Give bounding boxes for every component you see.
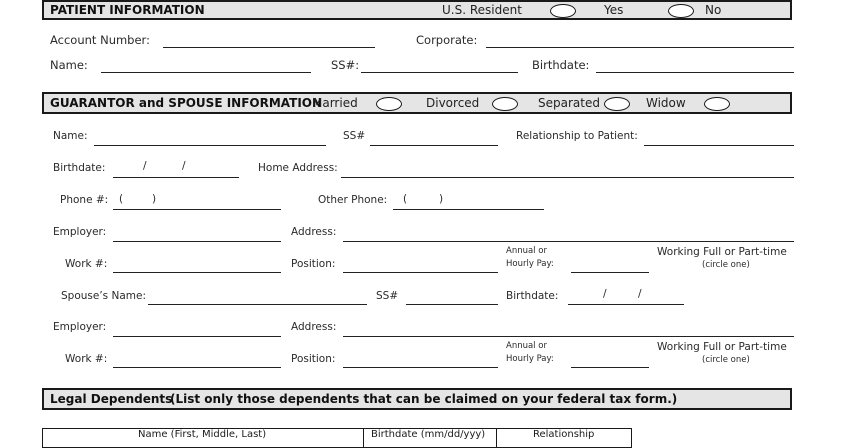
- other-phone-paren-close: ): [439, 193, 444, 205]
- spouse-birthdate-field[interactable]: [568, 304, 684, 305]
- corporate-field[interactable]: [486, 47, 794, 48]
- patient-birthdate-label: Birthdate:: [532, 58, 590, 72]
- married-label: Married: [312, 96, 358, 110]
- spouse-annual-pay-field[interactable]: [571, 367, 649, 368]
- no-label: No: [705, 3, 722, 17]
- col-name-header: Name (First, Middle, Last): [138, 429, 267, 440]
- spouse-circle-one-note: (circle one): [702, 355, 750, 365]
- phone-paren-close: ): [152, 193, 157, 205]
- column-divider: [496, 429, 497, 447]
- annual-pay-field[interactable]: [571, 272, 649, 273]
- section-title: PATIENT INFORMATION: [50, 3, 205, 17]
- spouse-ssn-field[interactable]: [406, 304, 498, 305]
- other-phone-field[interactable]: [393, 209, 544, 210]
- other-phone-label: Other Phone:: [318, 194, 388, 206]
- patient-name-field[interactable]: [101, 72, 311, 73]
- phone-field[interactable]: [113, 209, 281, 210]
- spouse-ssn-label: SS#: [376, 290, 399, 302]
- spouse-birthdate-label: Birthdate:: [506, 290, 559, 302]
- circle-one-note: (circle one): [702, 260, 750, 270]
- date-slash: /: [638, 288, 642, 300]
- yes-oval[interactable]: [668, 4, 694, 18]
- relationship-field[interactable]: [644, 145, 794, 146]
- guarantor-ssn-label: SS#: [343, 130, 366, 142]
- column-divider: [363, 429, 364, 447]
- other-phone-paren-open: (: [403, 193, 408, 205]
- spouse-name-field[interactable]: [148, 304, 367, 305]
- relationship-label: Relationship to Patient:: [516, 130, 638, 142]
- divorced-label: Divorced: [426, 96, 480, 110]
- annual-or-label: Annual or: [506, 246, 547, 256]
- guarantor-name-label: Name:: [53, 130, 88, 142]
- spouse-position-field[interactable]: [343, 367, 498, 368]
- legal-dependents-header: [42, 388, 792, 410]
- yes-label: Yes: [604, 3, 624, 17]
- patient-info-header: [42, 0, 792, 20]
- spouse-work-number-field[interactable]: [113, 367, 281, 368]
- guarantor-info-header: [42, 92, 792, 114]
- dependents-table: [42, 428, 632, 448]
- married-oval[interactable]: [376, 97, 402, 111]
- home-address-field[interactable]: [341, 177, 794, 178]
- section-title: GUARANTOR and SPOUSE INFORMATION: [50, 96, 323, 110]
- separated-oval[interactable]: [604, 97, 630, 111]
- account-number-field[interactable]: [163, 47, 375, 48]
- patient-birthdate-field[interactable]: [596, 72, 794, 73]
- us-resident-oval[interactable]: [550, 4, 576, 18]
- home-address-label: Home Address:: [258, 162, 338, 174]
- spouse-hourly-pay-label: Hourly Pay:: [506, 354, 554, 364]
- working-full-part-label: Working Full or Part-time: [657, 246, 787, 258]
- employer-address-field[interactable]: [343, 241, 794, 242]
- guarantor-name-field[interactable]: [94, 145, 326, 146]
- spouse-employer-field[interactable]: [113, 336, 281, 337]
- divorced-oval[interactable]: [492, 97, 518, 111]
- spouse-working-full-part-label: Working Full or Part-time: [657, 341, 787, 353]
- spouse-employer-label: Employer:: [53, 321, 107, 333]
- widow-oval[interactable]: [704, 97, 730, 111]
- dependents-note: (List only those dependents that can be claimed on your federal tax form.): [170, 392, 678, 406]
- us-resident-label: U.S. Resident: [442, 3, 522, 17]
- spouse-position-label: Position:: [291, 353, 336, 365]
- patient-name-label: Name:: [50, 58, 88, 72]
- spouse-employer-address-label: Address:: [291, 321, 337, 333]
- work-number-label: Work #:: [65, 258, 108, 270]
- date-slash: /: [182, 160, 186, 172]
- patient-ssn-label: SS#:: [331, 58, 360, 72]
- work-number-field[interactable]: [113, 272, 281, 273]
- spouse-work-number-label: Work #:: [65, 353, 108, 365]
- position-field[interactable]: [343, 272, 498, 273]
- col-birthdate-header: Birthdate (mm/dd/yyy): [371, 429, 486, 440]
- guarantor-birthdate-label: Birthdate:: [53, 162, 106, 174]
- section-title: Legal Dependents: [50, 392, 173, 406]
- col-relationship-header: Relationship: [533, 429, 595, 440]
- spouse-name-label: Spouse’s Name:: [61, 290, 146, 302]
- spouse-annual-or-label: Annual or: [506, 341, 547, 351]
- account-number-label: Account Number:: [50, 33, 150, 47]
- employer-field[interactable]: [113, 241, 281, 242]
- widow-label: Widow: [646, 96, 686, 110]
- date-slash: /: [143, 160, 147, 172]
- spouse-employer-address-field[interactable]: [343, 336, 794, 337]
- patient-ssn-field[interactable]: [361, 72, 518, 73]
- corporate-label: Corporate:: [416, 33, 478, 47]
- phone-paren-open: (: [119, 193, 124, 205]
- guarantor-birthdate-field[interactable]: [113, 177, 239, 178]
- employer-label: Employer:: [53, 226, 107, 238]
- guarantor-ssn-field[interactable]: [370, 145, 498, 146]
- separated-label: Separated: [538, 96, 600, 110]
- date-slash: /: [603, 288, 607, 300]
- position-label: Position:: [291, 258, 336, 270]
- phone-label: Phone #:: [60, 194, 109, 206]
- hourly-pay-label: Hourly Pay:: [506, 259, 554, 269]
- employer-address-label: Address:: [291, 226, 337, 238]
